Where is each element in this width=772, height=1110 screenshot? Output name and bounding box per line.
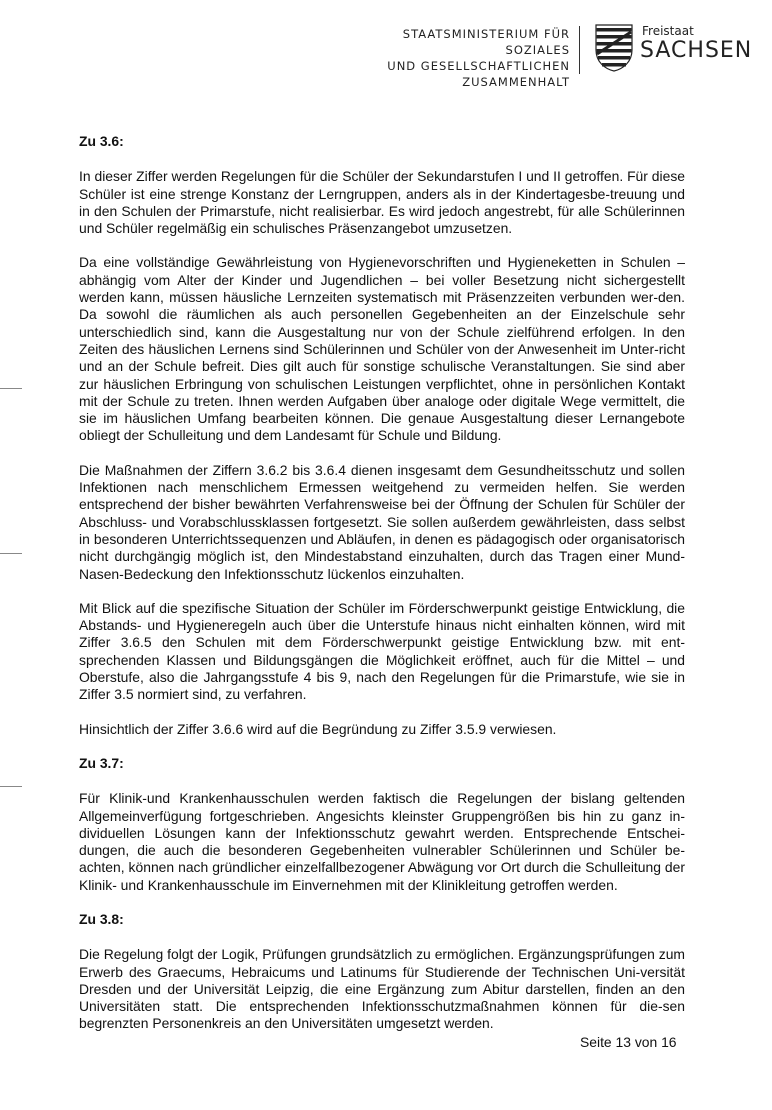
- paragraph: Die Regelung folgt der Logik, Prüfungen grundsätzlich zu ermöglichen. Ergänzungsprüfungen zum Erwerb des Graecums, Hebraicums und Latinums für Studierende der Technischen Uni-versität Dresden und der Universität Leipzig, die eine Ergänzung zum Abitur darstellen, finden an den Universitäten statt. Die entsprechenden Infektionsschutzmaßnahmen können für die-sen begrenzten Personenkreis an den Universitäten umgesetzt werden.: [79, 946, 685, 1032]
- margin-mark: [0, 388, 22, 389]
- paragraph: Mit Blick auf die spezifische Situation der Schüler im Förderschwerpunkt geistige Entwicklung, die Abstands- und Hygieneregeln auch über die Unterstufe hinaus nicht einhalten können, wird mit Ziffer 3.6.5 den Schulen mit dem Förderschwerpunkt geistige Entwicklung bzw. mit ent-sprechenden Klassen und Bildungsgängen die Möglichkeit eröffnet, auch für die Mittel – und Oberstufe, also die Jahrgangsstufe 4 bis 9, nach den Regelungen für die Primarstufe, wie sie in Ziffer 3.5 normiert sind, zu verfahren.: [79, 599, 685, 703]
- page-header: [340, 22, 760, 89]
- page-number: Seite 13 von 16: [580, 1034, 677, 1050]
- sachsen-wordmark: SACHSEN: [640, 38, 753, 63]
- ministry-line-2: UND GESELLSCHAFTLICHEN: [387, 59, 570, 73]
- ministry-line-3: ZUSAMMENHALT: [462, 75, 570, 89]
- ministry-line-1: STAATSMINISTERIUM FÜR SOZIALES: [402, 27, 570, 57]
- section-heading: Zu 3.7:: [79, 754, 124, 771]
- paragraph: Hinsichtlich der Ziffer 3.6.6 wird auf die Begründung zu Ziffer 3.5.9 verwiesen.: [79, 720, 557, 737]
- freistaat-label: Freistaat: [642, 24, 694, 38]
- section-heading: Zu 3.8:: [79, 910, 124, 927]
- paragraph: In dieser Ziffer werden Regelungen für die Schüler der Sekundarstufen I und II getroffen. Für diese Schüler ist eine strenge Konstanz der Lerngruppen, anders als in der Kindertagesbe-treuung und in den Schulen der Primarstufe, nicht realisierbar. Es wird jedoch angestrebt, für alle Schülerinnen und Schüler regelmäßig ein schulisches Präsenzangebot umzusetzen.: [79, 168, 685, 237]
- paragraph: Da eine vollständige Gewährleistung von Hygienevorschriften und Hygieneketten in Schulen – abhängig vom Alter der Kinder und Jugendlichen – bei voller Besetzung nicht sichergestellt werden kann, müssen häusliche Lernzeiten systematisch mit Präsenzzeiten verbunden wer-den. Da sowohl die räumlichen als auch personellen Gegebenheiten an der Einzelschule sehr unterschiedlich sind, kann die Ausgestaltung nur von der Schule zielführend erfolgen. In den Zeiten des häuslichen Lernens sind Schülerinnen und Schüler von der Anwesenheit im Unter-richt und an der Schule befreit. Dies gilt auch für sonstige schulische Veranstaltungen. Sie sind aber zur häuslichen Erbringung von schulischen Leistungen verpflichtet, ohne in persönlichen Kontakt mit der Schule zu treten. Ihnen werden Aufgaben über analoge oder digitale Wege vermittelt, die sie im häuslichen Umfang bearbeiten können. Die genaue Ausgestaltung dieser Lernangebote obliegt der Schulleitung und dem Landesamt für Schule und Bildung.: [79, 254, 685, 444]
- document-body: [79, 133, 685, 1033]
- section-heading: Zu 3.6:: [79, 133, 124, 149]
- header-divider: [579, 26, 580, 74]
- saxony-crest-icon: [595, 24, 633, 72]
- paragraph: Die Maßnahmen der Ziffern 3.6.2 bis 3.6.4 dienen insgesamt dem Gesundheitsschutz und sollen Infektionen nach menschlichem Ermessen weitgehend zu vermeiden helfen. Sie werden entsprechend der bisher bewährten Verfahrensweise bei der Öffnung der Schulen für Schüler der Abschluss- und Vorabschlussklassen fortgesetzt. Sie sollen außerdem gewährleisten, dass selbst in besonderen Unterrichtssequenzen und Abläufen, in denen es pädagogisch oder organisatorisch nicht durchgängig möglich ist, den Mindestabstand einzuhalten, durch das Tragen einer Mund-Nasen-Bedeckung den Infektionsschutz lückenlos einzuhalten.: [79, 461, 685, 582]
- margin-mark: [0, 786, 22, 787]
- margin-mark: [0, 553, 22, 554]
- paragraph: Für Klinik-und Krankenhausschulen werden faktisch die Regelungen der bislang geltenden Allgemeinverfügung fortgeschrieben. Angesichts kleinster Gruppengrößen bis hin zu ganz in-dividuellen Lösungen kann der Infektionsschutz gewahrt werden. Entsprechende Entschei-dungen, die auch die besonderen Gegebenheiten vulnerabler Schülerinnen und Schüler be-achten, können nach gründlicher einzelfallbezogener Abwägung vor Ort durch die Schulleitung der Klinik- und Krankenhausschule im Einvernehmen mit der Klinikleitung getroffen werden.: [79, 790, 685, 893]
- ministry-name: [340, 26, 570, 90]
